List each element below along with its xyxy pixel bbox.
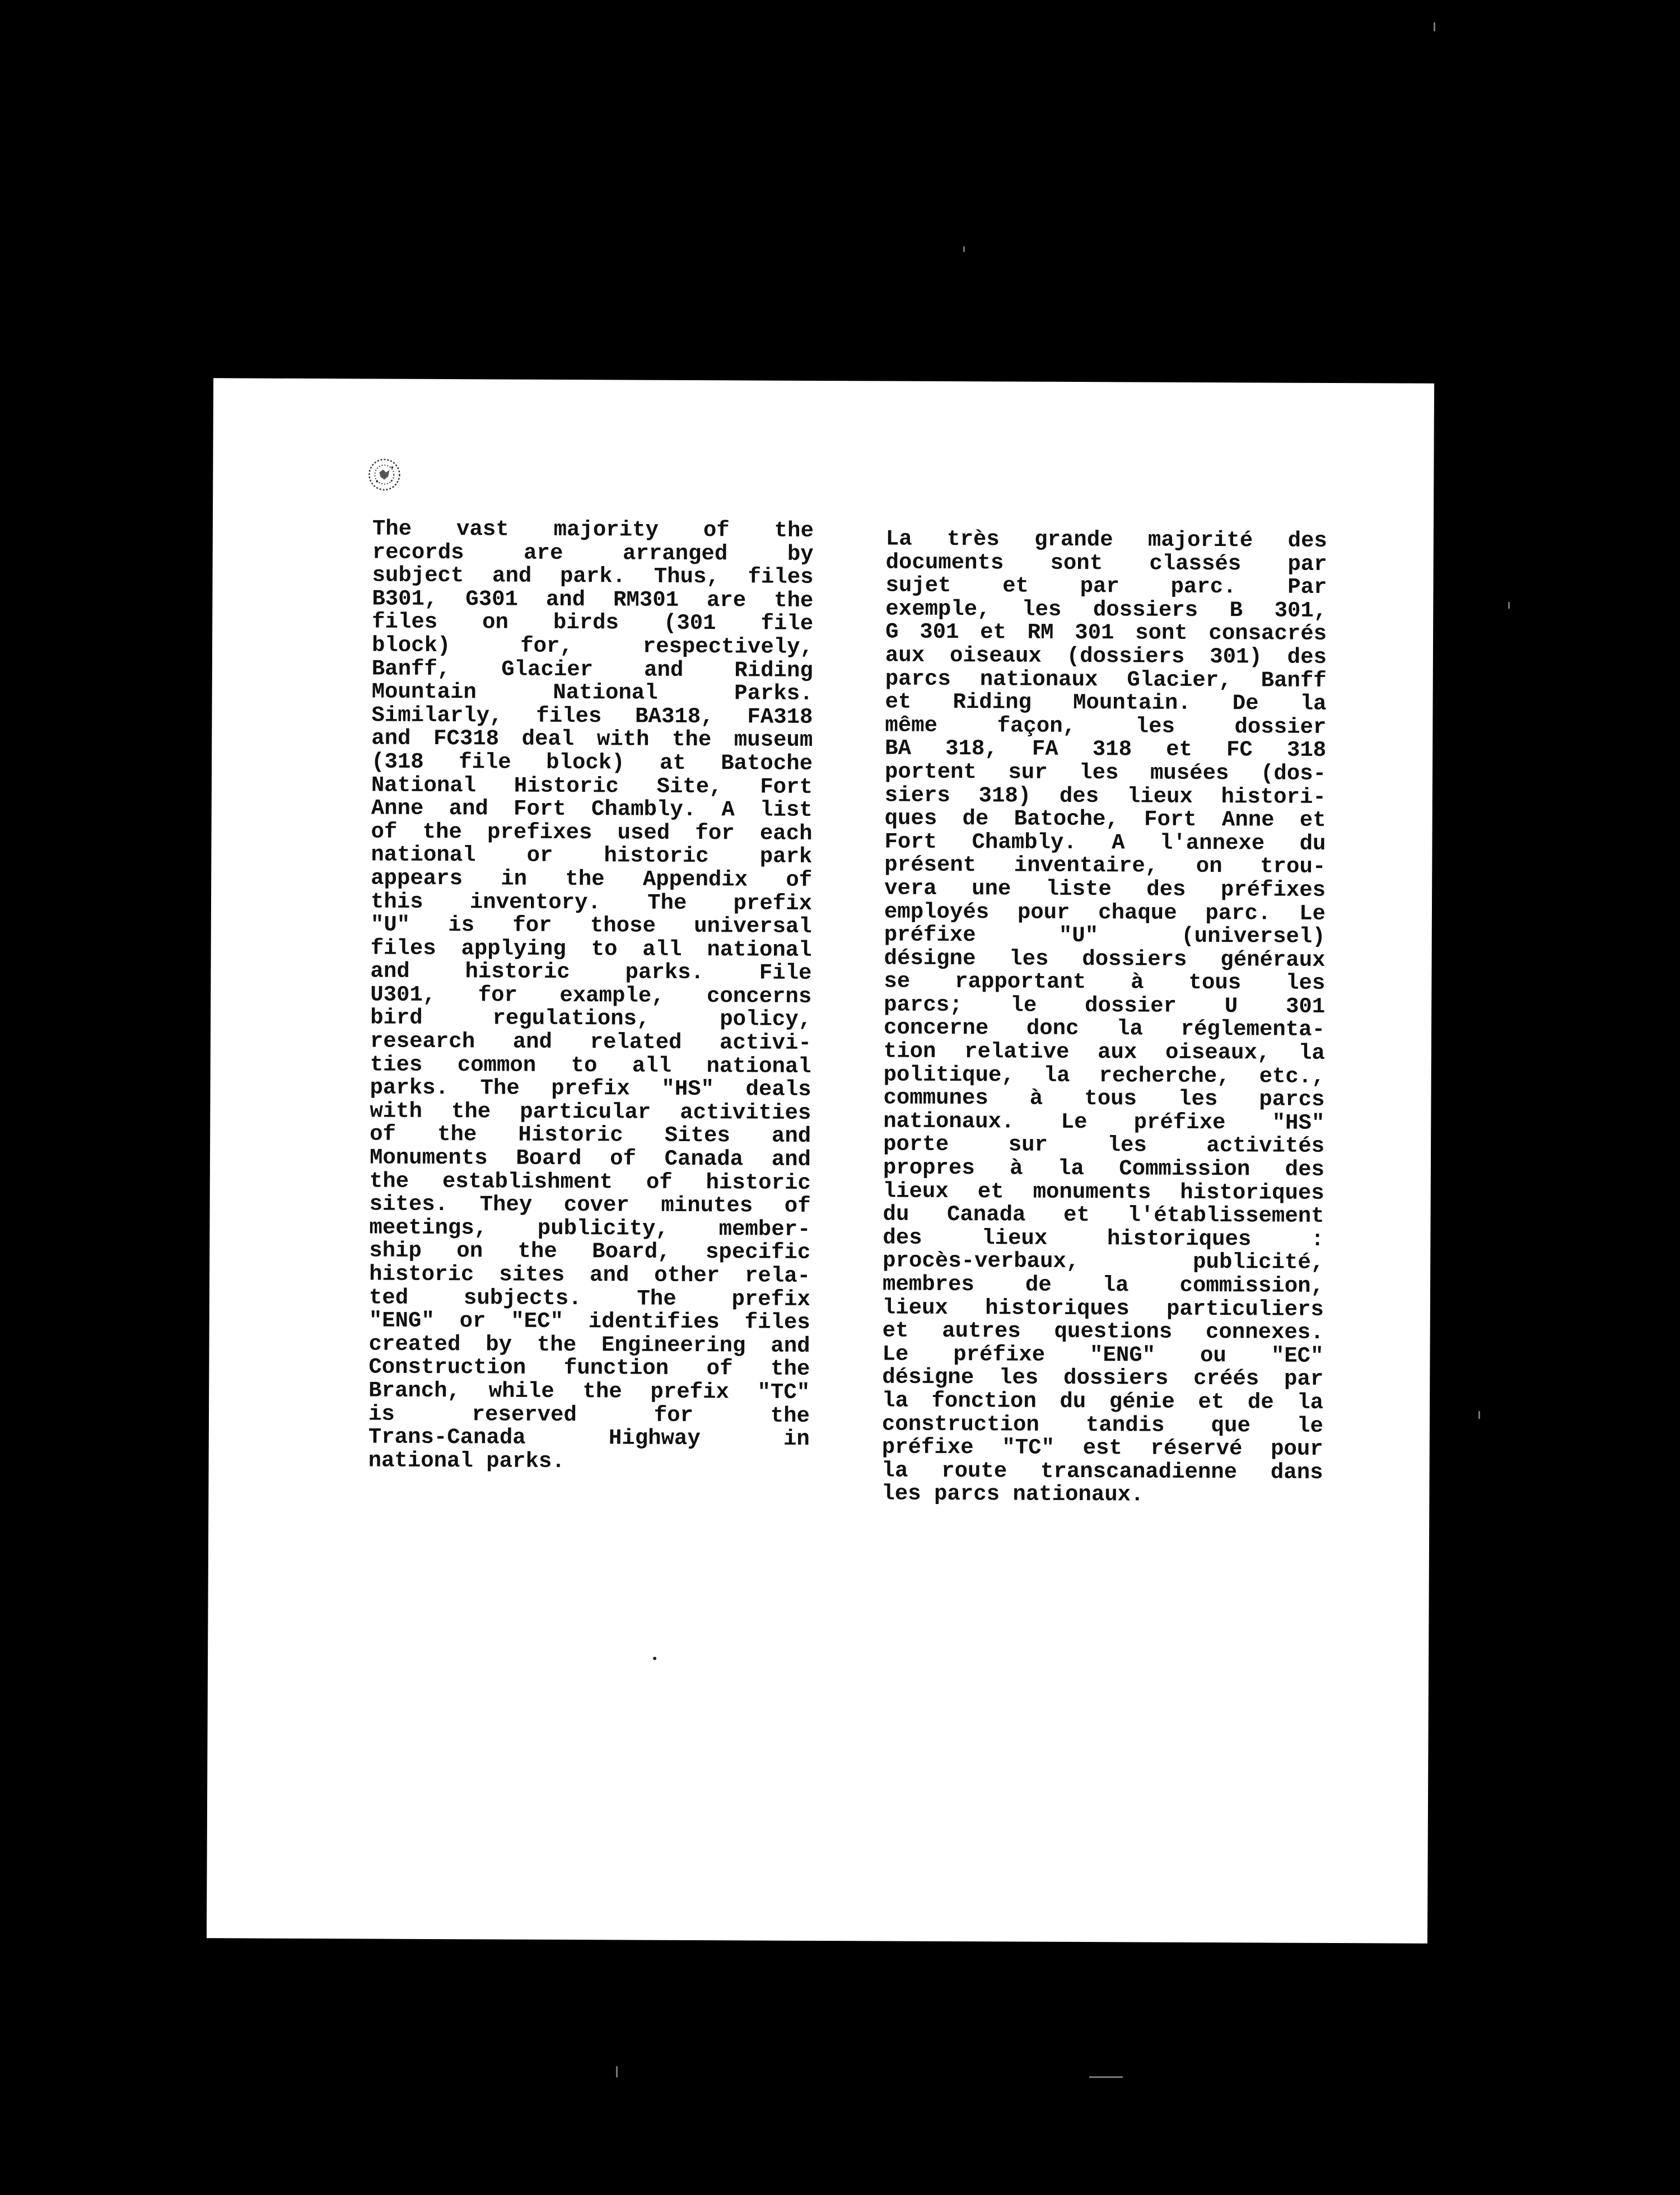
scan-speck xyxy=(963,246,965,252)
english-text-line: files applying to all national xyxy=(370,936,812,963)
french-text-line: parcs nationaux Glacier, Banff xyxy=(885,666,1327,693)
french-text-line: sujet et par parc. Par xyxy=(885,573,1327,600)
english-text-line: records are arranged by xyxy=(372,540,814,567)
french-text-line: préfixe "U" (universel) xyxy=(884,922,1326,950)
french-text-line: se rapportant à tous les xyxy=(884,969,1326,996)
english-text-line: appears in the Appendix of xyxy=(371,866,813,893)
french-text-line: BA 318, FA 318 et FC 318 xyxy=(885,736,1327,763)
english-text-line: subject and park. Thus, files xyxy=(372,563,814,590)
french-column xyxy=(881,527,1327,1507)
english-text-line: bird regulations, policy, xyxy=(370,1005,812,1033)
french-text-line: et Riding Mountain. De la xyxy=(885,689,1327,717)
english-text-line: ted subjects. The prefix xyxy=(368,1285,811,1312)
french-text-line: du Canada et l'établissement xyxy=(883,1202,1324,1229)
french-text-line: exemple, les dossiers B 301, xyxy=(885,596,1327,623)
scan-speck xyxy=(1089,2076,1123,2078)
french-text-line: préfixe "TC" est réservé pour xyxy=(881,1435,1323,1462)
english-text-line: Construction function of the xyxy=(368,1355,810,1382)
english-text-line: national parks. xyxy=(368,1448,565,1474)
french-text-line: employés pour chaque parc. Le xyxy=(884,899,1326,926)
french-text-line: construction tandis que le xyxy=(881,1412,1324,1439)
french-text-line: concerne donc la réglementa- xyxy=(883,1015,1326,1043)
english-text-line: created by the Engineering and xyxy=(368,1332,810,1358)
english-text-line: and FC318 deal with the museum xyxy=(371,726,813,753)
english-text-line: of the Historic Sites and xyxy=(370,1122,811,1149)
english-text-line: ship on the Board, specific xyxy=(369,1238,811,1265)
french-text-line: la route transcanadienne dans xyxy=(881,1458,1323,1485)
french-text-line: G 301 et RM 301 sont consacrés xyxy=(885,619,1327,647)
english-text-line: Banff, Glacier and Riding xyxy=(371,656,813,683)
english-text-line: this inventory. The prefix xyxy=(370,889,813,916)
french-text-line: parcs; le dossier U 301 xyxy=(884,992,1326,1019)
french-text-line: désigne les dossiers généraux xyxy=(884,946,1326,973)
french-text-line: vera une liste des préfixes xyxy=(884,876,1326,903)
english-column xyxy=(368,517,814,1474)
english-text-line: is reserved for the xyxy=(368,1402,810,1428)
document-page xyxy=(207,378,1434,1943)
scan-speck xyxy=(1508,602,1510,609)
french-text-line: lieux historiques particuliers xyxy=(882,1295,1324,1322)
french-text-line: des lieux historiques : xyxy=(883,1225,1324,1252)
french-text-line: aux oiseaux (dossiers 301) des xyxy=(885,643,1327,670)
english-text-line: historic sites and other rela- xyxy=(369,1262,811,1288)
scan-speck xyxy=(1434,22,1435,31)
french-text-line: présent inventaire, on trou- xyxy=(884,852,1326,880)
english-text-line: (318 file block) at Batoche xyxy=(371,749,813,776)
english-text-line: B301, G301 and RM301 are the xyxy=(372,586,814,613)
english-text-line: Branch, while the prefix "TC" xyxy=(368,1378,810,1405)
english-text-line: and historic parks. File xyxy=(370,959,812,986)
english-text-line: National Historic Site, Fort xyxy=(371,773,813,800)
french-text-line: lieux et monuments historiques xyxy=(883,1179,1324,1206)
english-text-line: Anne and Fort Chambly. A list xyxy=(371,796,813,823)
french-text-line: la fonction du génie et de la xyxy=(882,1388,1324,1415)
french-text-line: La très grande majorité des xyxy=(885,526,1327,553)
english-text-line: "U" is for those universal xyxy=(370,912,812,940)
french-text-line: Fort Chambly. A l'annexe du xyxy=(884,829,1326,856)
english-text-line: block) for, respectively, xyxy=(371,633,814,660)
english-text-line: The vast majority of the xyxy=(372,516,814,543)
french-text-line: tion relative aux oiseaux, la xyxy=(883,1039,1325,1066)
english-text-line: Similarly, files BA318, FA318 xyxy=(371,703,813,730)
french-text-line: les parcs nationaux. xyxy=(881,1481,1144,1507)
english-text-line: "ENG" or "EC" identifies files xyxy=(368,1308,810,1335)
english-text-line: Mountain National Parks. xyxy=(371,679,813,707)
french-text-line: même façon, les dossier xyxy=(885,713,1327,740)
english-text-line: national or historic park xyxy=(371,842,813,870)
french-text-line: procès-verbaux, publicité, xyxy=(883,1248,1324,1276)
english-text-line: research and related activi- xyxy=(370,1029,812,1056)
french-text-line: ques de Batoche, Fort Anne et xyxy=(884,806,1326,833)
paper-speck xyxy=(653,1657,656,1660)
french-text-line: politique, la recherche, etc., xyxy=(883,1062,1325,1089)
english-text-line: ties common to all national xyxy=(370,1052,811,1079)
english-text-line: meetings, publicity, member- xyxy=(369,1215,811,1242)
english-text-line: U301, for example, concerns xyxy=(370,982,812,1009)
french-text-line: siers 318) des lieux histori- xyxy=(884,783,1326,810)
french-text-line: membres de la commission, xyxy=(882,1272,1324,1299)
french-text-line: propres à la Commission des xyxy=(883,1155,1325,1182)
english-text-line: files on birds (301 file xyxy=(372,609,814,637)
english-text-line: of the prefixes used for each xyxy=(371,819,813,846)
french-text-line: portent sur les musées (dos- xyxy=(884,759,1327,786)
english-text-line: Monuments Board of Canada and xyxy=(369,1145,811,1172)
english-text-line: the establishment of historic xyxy=(369,1169,811,1195)
french-text-line: et autres questions connexes. xyxy=(882,1318,1324,1346)
french-text-line: communes à tous les parcs xyxy=(883,1085,1325,1113)
english-text-line: parks. The prefix "HS" deals xyxy=(370,1075,811,1103)
french-text-line: documents sont classés par xyxy=(885,550,1327,577)
english-text-line: Trans-Canada Highway in xyxy=(368,1425,810,1452)
french-text-line: désigne les dossiers créés par xyxy=(882,1365,1324,1392)
french-text-line: nationaux. Le préfixe "HS" xyxy=(883,1109,1325,1136)
english-text-line: with the particular activities xyxy=(370,1099,811,1125)
archive-seal-icon xyxy=(367,457,402,492)
english-text-line: sites. They cover minutes of xyxy=(369,1192,811,1219)
french-text-line: porte sur les activités xyxy=(883,1132,1325,1159)
french-text-line: Le préfixe "ENG" ou "EC" xyxy=(882,1342,1324,1369)
scan-speck xyxy=(616,2066,618,2077)
scan-speck xyxy=(1478,1411,1480,1419)
